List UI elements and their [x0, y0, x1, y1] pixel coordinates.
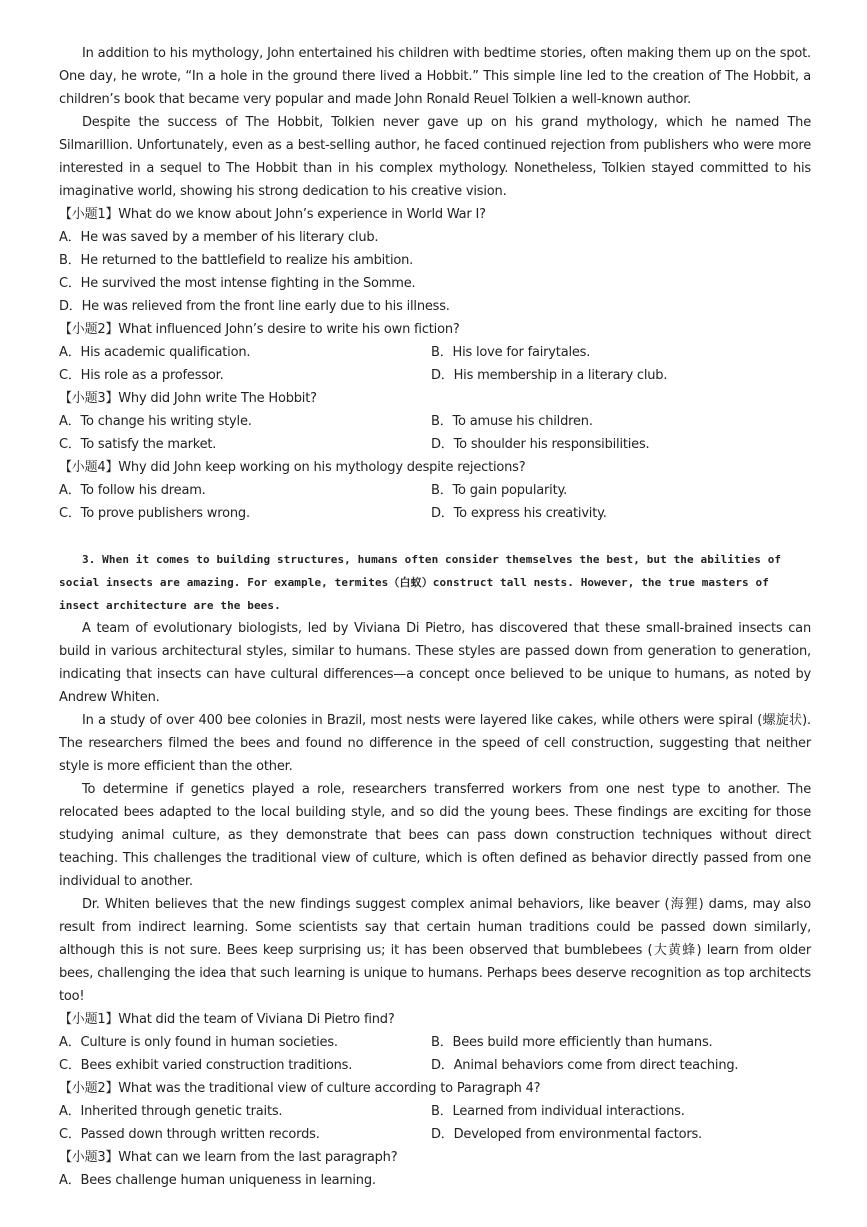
question-stem: 【小题4】Why did John keep working on his mythology despite rejections?	[59, 460, 526, 475]
question-option: D．He was relieved from the front line early due to his illness.	[59, 299, 450, 314]
question-stem: 【小题3】Why did John write The Hobbit?	[59, 391, 317, 406]
passage2-paragraph-2: Despite the success of The Hobbit, Tolkien never gave up on his grand mythology, which he named The Silmarillion. Unfortunately, even as a best-selling author, he faced continued rejection from publishers who were more interested in a sequel to The Hobbit than in his complex mythology. Nonetheless, Tolkien stayed committed to his imaginative world, showing his strong dedication to his creative vision.	[59, 115, 811, 199]
question-option: D．Animal behaviors come from direct teaching.	[431, 1058, 739, 1073]
question-option: D．Developed from environmental factors.	[431, 1127, 702, 1142]
question-stem: 【小题1】What did the team of Viviana Di Pietro find?	[59, 1012, 395, 1027]
passage3-intro: 3. When it comes to building structures, humans often consider themselves the best, but the abilities of social insects are amazing. For example, termites（白蚁）construct tall nests. However, the true masters of insect architecture are the bees.	[59, 553, 782, 612]
question-stem: 【小题2】What influenced John’s desire to write his own fiction?	[59, 322, 460, 337]
question-option: B．His love for fairytales.	[431, 345, 591, 360]
question-option: C．To satisfy the market.	[59, 437, 217, 452]
question-option: B．Learned from individual interactions.	[431, 1104, 685, 1119]
option-row	[59, 410, 811, 433]
question-option: A．To follow his dream.	[59, 483, 206, 498]
question-option: C．His role as a professor.	[59, 368, 224, 383]
question-option: D．His membership in a literary club.	[431, 368, 668, 383]
option-row	[59, 364, 811, 387]
question-option: A．Culture is only found in human societies.	[59, 1035, 338, 1050]
question-option: B．Bees build more efficiently than humans.	[431, 1035, 713, 1050]
passage3-paragraph-2: In a study of over 400 bee colonies in Brazil, most nests were layered like cakes, while others were spiral (螺旋状). The researchers filmed the bees and found no difference in the speed of cell construction, suggesting that neither style is more efficient than the other.	[59, 713, 811, 774]
question-option: C．Bees exhibit varied construction traditions.	[59, 1058, 353, 1073]
question-option: C．He survived the most intense fighting in the Somme.	[59, 276, 416, 291]
question-option: C．To prove publishers wrong.	[59, 506, 250, 521]
passage2-paragraph-1: In addition to his mythology, John entertained his children with bedtime stories, often making them up on the spot. One day, he wrote, “In a hole in the ground there lived a Hobbit.” This simple line led to the creation of The Hobbit, a children’s book that became very popular and made John Ronald Reuel Tolkien a well-known author.	[59, 46, 811, 107]
question-stem: 【小题1】What do we know about John’s experience in World War I?	[59, 207, 486, 222]
exam-page	[59, 42, 811, 1192]
passage3-paragraph-4: Dr. Whiten believes that the new findings suggest complex animal behaviors, like beaver (海狸) dams, may also result from indirect learning. Some scientists say that certain human traditions could be passed down similarly, although this is not sure. Bees keep surprising us; it has been observed that bumblebees (大黄蜂) learn from older bees, challenging the idea that such learning is unique to humans. Perhaps bees deserve recognition as top architects too!	[59, 897, 811, 1004]
passage3-paragraph-1: A team of evolutionary biologists, led by Viviana Di Pietro, has discovered that these small-brained insects can build in various architectural styles, similar to humans. These styles are passed down from generation to generation, indicating that insects can have cultural differences—a concept once believed to be unique to humans, as noted by Andrew Whiten.	[59, 621, 811, 705]
question-option: A．Inherited through genetic traits.	[59, 1104, 283, 1119]
question-option: C．Passed down through written records.	[59, 1127, 320, 1142]
question-option: B．To gain popularity.	[431, 483, 568, 498]
option-row	[59, 479, 811, 502]
question-stem: 【小题3】What can we learn from the last paragraph?	[59, 1150, 398, 1165]
question-option: B．He returned to the battlefield to realize his ambition.	[59, 253, 414, 268]
question-option: A．To change his writing style.	[59, 414, 252, 429]
option-row	[59, 1031, 811, 1054]
option-row	[59, 341, 811, 364]
question-option: A．Bees challenge human uniqueness in learning.	[59, 1173, 376, 1188]
option-row	[59, 1123, 811, 1146]
question-option: B．To amuse his children.	[431, 414, 593, 429]
question-stem: 【小题2】What was the traditional view of culture according to Paragraph 4?	[59, 1081, 541, 1096]
option-row	[59, 1100, 811, 1123]
question-option: D．To express his creativity.	[431, 506, 607, 521]
option-row	[59, 502, 811, 525]
question-option: A．He was saved by a member of his literary club.	[59, 230, 379, 245]
section-spacer	[59, 525, 811, 548]
question-option: D．To shoulder his responsibilities.	[431, 437, 650, 452]
question-option: A．His academic qualification.	[59, 345, 251, 360]
passage3-paragraph-3: To determine if genetics played a role, researchers transferred workers from one nest type to another. The relocated bees adapted to the local building style, and so did the young bees. These findings are exciting for those studying animal culture, as they demonstrate that bees can pass down construction techniques without direct teaching. This challenges the traditional view of culture, which is often defined as behavior directly passed from one individual to another.	[59, 782, 811, 889]
option-row	[59, 1054, 811, 1077]
option-row	[59, 433, 811, 456]
